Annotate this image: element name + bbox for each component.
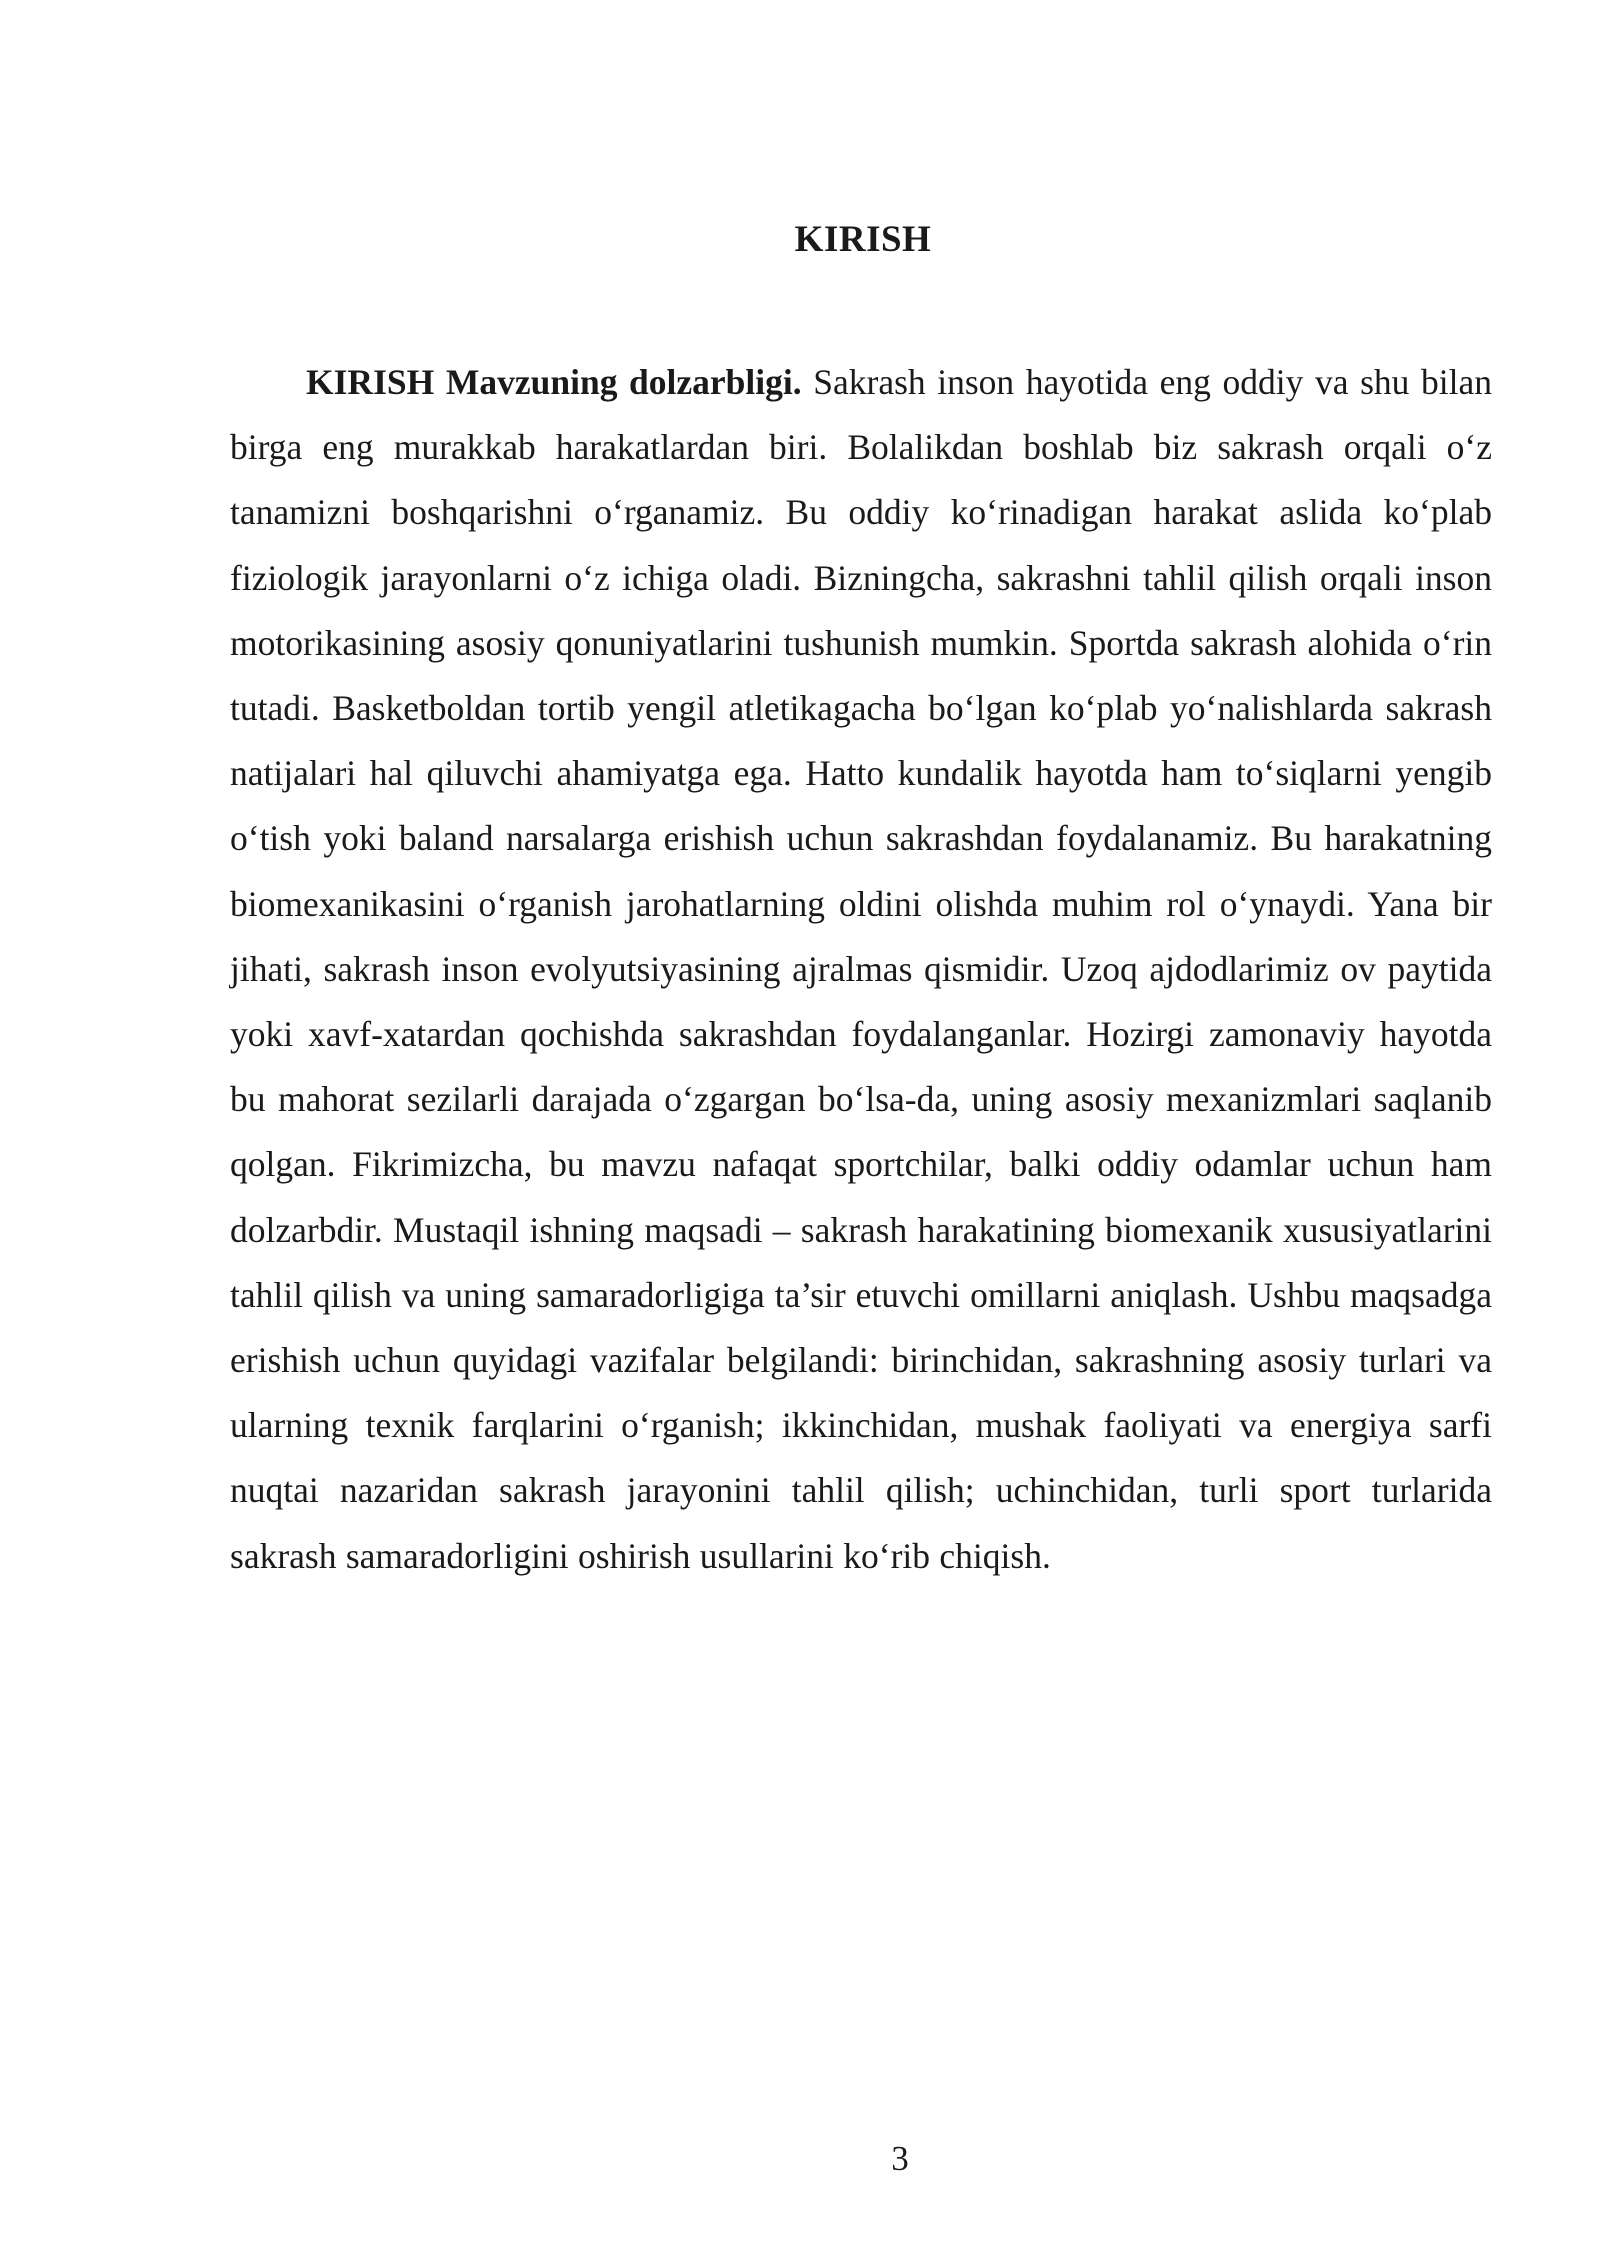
section-heading: KIRISH (794, 219, 932, 260)
page-number: 3 (891, 2139, 909, 2178)
paragraph-text: Sakrash inson hayotida eng oddiy va shu bilan birga eng murakkab harakatlardan biri. Bolalikdan boshlab biz sakrash orqali o‘z tanamizni boshqarishni o‘rganamiz. Bu oddiy ko‘rinadigan harakat aslida ko‘plab fiziologik jarayonlarni o‘z ichiga oladi. Bizningcha, sakrashni tahlil qilish orqali inson motorikasining asosiy qonuniyatlarini tushunish mumkin. Sportda sakrash alohida o‘rin tutadi. Basketboldan tortib yengil atletikagacha bo‘lgan ko‘plab yo‘nalishlarda sakrash natijalari hal qiluvchi ahamiyatga ega. Hatto kundalik hayotda ham to‘siqlarni yengib o‘tish yoki baland narsalarga erishish uchun sakrashdan foydalanamiz. Bu harakatning biomexanikasini o‘rganish jarohatlarning oldini olishda muhim rol o‘ynaydi. Yana bir jihati, sakrash inson evolyutsiyasining ajralmas qismidir. Uzoq ajdodlarimiz ov paytida yoki xavf-xatardan qochishda sakrashdan foydalanganlar. Hozirgi zamonaviy hayotda bu mahorat sezilarli darajada o‘zgargan bo‘lsa-da, uning asosiy mexanizmlari saqlanib qolgan. Fikrimizcha, bu mavzu nafaqat sportchilar, balki oddiy odamlar uchun ham dolzarbdir. Mustaqil ishning maqsadi – sakrash harakatining biomexanik xususiyatlarini tahlil qilish va uning samaradorligiga ta’sir etuvchi omillarni aniqlash. Ushbu maqsadga erishish uchun quyidagi vazifalar belgilandi: birinchidan, sakrashning asosiy turlari va ularning texnik farqlarini o‘rganish; ikkinchidan, mushak faoliyati va energiya sarfi nuqtai nazaridan sakrash jarayonini tahlil qilish; uchinchidan, turli sport turlarida sakrash samaradorligini oshirish usullarini ko‘rib chiqish. (230, 362, 1492, 1576)
paragraph-lead: KIRISH Mavzuning dolzarbligi. (306, 362, 802, 402)
body-paragraph (230, 350, 1492, 1589)
